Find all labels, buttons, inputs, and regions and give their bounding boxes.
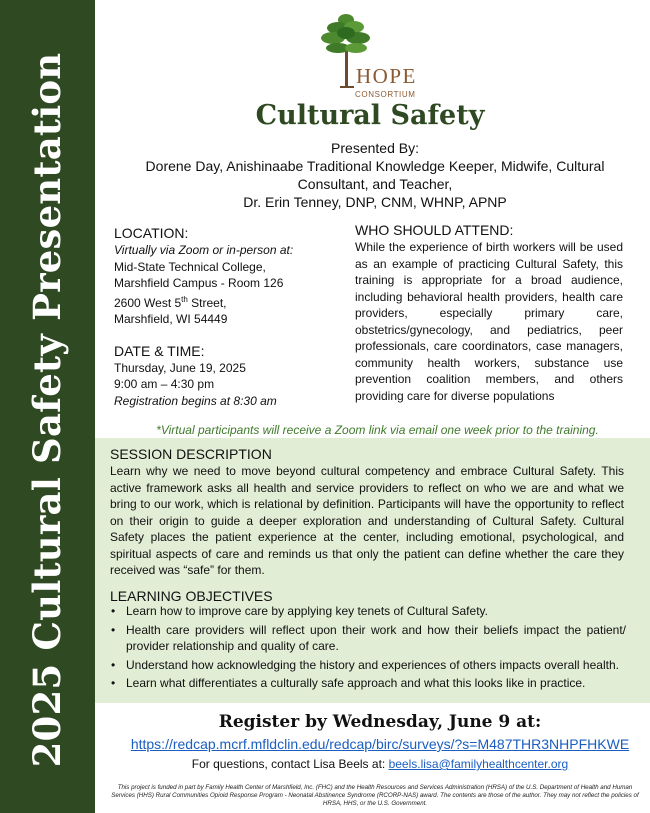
logo-consortium-text: CONSORTIUM <box>355 90 416 99</box>
address-suffix: Street, <box>187 295 227 310</box>
presented-by-label: Presented By: <box>331 140 419 156</box>
address-line <box>114 292 339 312</box>
presenter-1 <box>110 157 640 193</box>
bullet-icon: • <box>111 622 116 637</box>
virtual-participants-note: *Virtual participants will receive a Zoom link via email one week prior to the training. <box>156 423 599 437</box>
event-date: Thursday, June 19, 2025 <box>114 360 246 375</box>
bullet-icon: • <box>111 604 116 618</box>
bullet-icon: • <box>111 676 116 690</box>
contact-email-link[interactable]: beels.lisa@familyhealthcenter.org <box>388 757 569 771</box>
location-mode: Virtually via Zoom or in-person at: <box>114 243 294 257</box>
who-should-attend-column <box>355 221 623 404</box>
presenter-2 <box>110 193 640 211</box>
objective-text: Understand how acknowledging the history and experiences of others impacts overall health. <box>126 657 619 672</box>
presenters-block <box>110 139 640 211</box>
list-item <box>108 603 626 620</box>
register-heading: Register by Wednesday, June 9 at: <box>218 712 542 732</box>
objective-text: Health care providers will reflect upon their work and how their beliefs impact the patient/ provider relationship and quality of care. <box>126 622 626 653</box>
venue-line-2: Marshfield Campus - Room 126 <box>114 276 284 290</box>
page-title: Cultural Safety <box>255 100 485 131</box>
registration-time: Registration begins at 8:30 am <box>114 393 277 408</box>
objective-text: Learn how to improve care by applying key tenets of Cultural Safety. <box>126 604 488 618</box>
objectives-heading: LEARNING OBJECTIVES <box>110 588 273 604</box>
address-superscript: th <box>181 294 188 304</box>
bullet-icon: • <box>111 657 116 672</box>
presenter-1-description: Anishinaabe Traditional Knowledge Keeper, Midwife, Cultural Consultant, and Teacher, <box>223 158 605 192</box>
logo-hope-text: HOPE <box>356 64 417 88</box>
datetime-heading: DATE & TIME: <box>114 342 205 359</box>
event-time: 9:00 am – 4:30 pm <box>114 377 215 391</box>
presenter-2-description: DNP, CNM, WHNP, APNP <box>341 194 507 210</box>
list-item <box>108 622 626 655</box>
sidebar-title: 2025 Cultural Safety Presentation <box>25 52 69 768</box>
sidebar-banner <box>0 0 95 813</box>
address-prefix: 2600 West 5 <box>114 295 182 310</box>
session-body: Learn why we need to move beyond cultural competency and embrace Cultural Safety. This active framework asks all health and service providers to reflect on who we are and what we bring to our work, which is relational by definition. Participants will have the opportunity to reflect on their origin to guide a deeper exploration and understanding of Cultural Safety. Cultural Safety places the patient experience at the center, including emotional, psychological, and spiritual aspects of care and reminds us that only the patient can define whether the care they received was “safe” for them. <box>110 464 624 577</box>
session-heading: SESSION DESCRIPTION <box>110 446 272 462</box>
list-item <box>108 657 626 674</box>
presenter-1-name: Dorene Day, <box>145 158 224 174</box>
hope-consortium-logo <box>318 12 417 99</box>
contact-text: For questions, contact Lisa Beels at: <box>191 757 389 771</box>
contact-line <box>110 757 650 771</box>
objectives-list <box>108 603 626 694</box>
attend-heading: WHO SHOULD ATTEND: <box>355 222 514 238</box>
registration-link[interactable]: https://redcap.mcrf.mfldclin.edu/redcap/birc/surveys/?s=M487THR3NHPFHKWE <box>130 736 630 752</box>
location-heading: LOCATION: <box>114 225 189 241</box>
objective-text: Learn what differentiates a culturally safe approach and what this looks like in practice. <box>126 676 586 690</box>
venue-line-1: Mid-State Technical College, <box>114 259 266 274</box>
attend-body: While the experience of birth workers will be used as an example of practicing Cultural Safety, this training is appropriate for a broad audience, including behavioral health providers, health care providers, especially primary care, obstetrics/gynecology, and pediatrics, peer professionals, care coordinators, case managers, community health workers, substance use prevention coalition members, and others providing care for diverse populations <box>355 240 623 403</box>
funding-footnote: This project is funded in part by Family Health Center of Marshfield, Inc. (FHC) and the Health Resources and Services Administration (HRSA) of the U.S. Department of Health and Human Services (HHS) Rural Communities Opioid Response Program - Neonatal Abstinence Syndrome (RCORP-NAS) award. The contents are those of the author. They may not reflect the policies of HRSA, HHS, or the U.S. Government. <box>111 784 639 807</box>
presenter-2-name: Dr. Erin Tenney, <box>243 194 342 210</box>
location-datetime-column <box>114 224 339 409</box>
list-item <box>108 675 626 692</box>
city-line: Marshfield, WI 54449 <box>114 312 228 326</box>
